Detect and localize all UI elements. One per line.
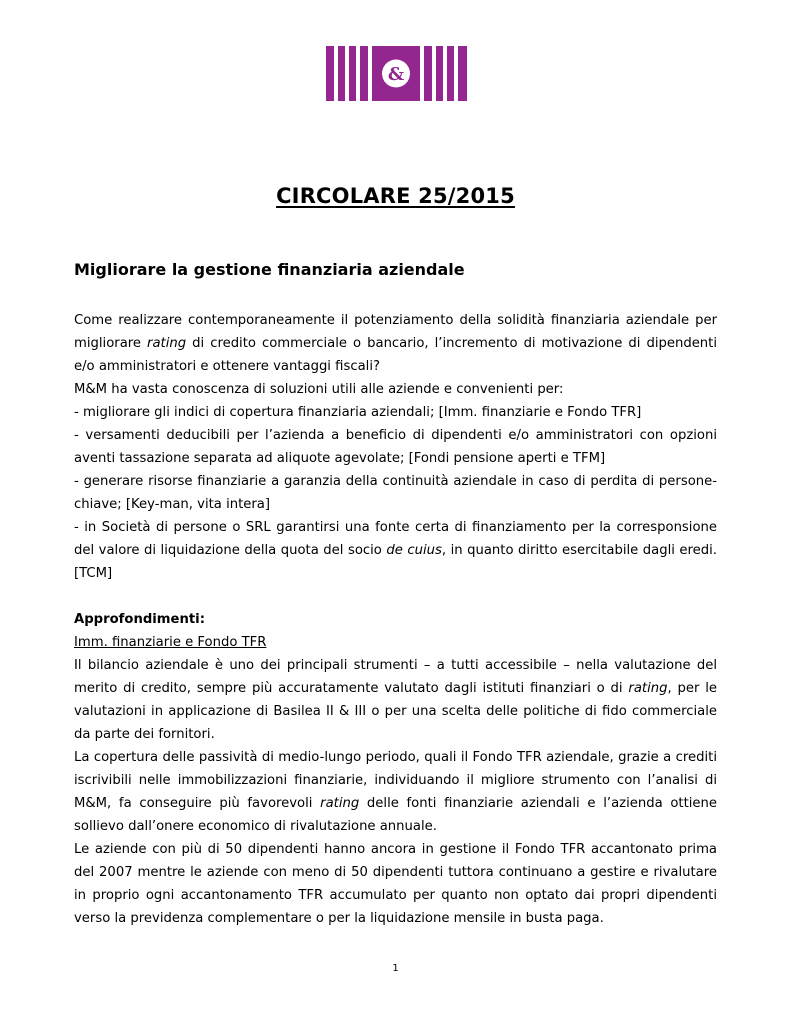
bullet-item: - in Società di persone o SRL garantirsi una fonte certa di finanziamento per la corresponsione del valore di liquidazione della quota del socio de cuius, in quanto diritto esercitabile dagli eredi. [TCM] [74,520,718,581]
section-subheading: Imm. finanziarie e Fondo TFR [74,635,267,650]
document-subtitle: Migliorare la gestione finanziaria aziendale [74,260,465,279]
page-title: CIRCOLARE 25/2015 [276,184,515,208]
page-number: 1 [392,963,399,974]
section-paragraph: Il bilancio aziendale è uno dei principali strumenti – a tutti accessibile – nella valutazione del merito di credito, sempre più accuratamente valutato dagli istituti finanziari o di rating, per le valutazioni in applicazione di Basilea II & III o per una scelta delle politiche di fido commerciale da parte dei fornitori. [74,658,718,742]
intro-paragraph: Come realizzare contemporaneamente il potenziamento della solidità finanziaria aziendale per migliorare rating di credito commerciale o bancario, l’incremento di motivazione di dipendenti e/o amministratori e ottenere vantaggi fiscali? [74,313,718,374]
section-heading: Approfondimenti: [74,612,205,627]
bullet-item: - versamenti deducibili per l’azienda a beneficio di dipendenti e/o amministratori con opzioni aventi tassazione separata ad aliquote agevolate; [Fondi pensione aperti e TFM] [74,428,717,466]
bullet-item: - generare risorse finanziarie a garanzia della continuità aziendale in caso di perdita di persone-chiave; [Key-man, vita intera] [74,474,717,512]
logo-ampersand: & [387,64,405,85]
section-paragraph: La copertura delle passività di medio-lungo periodo, quali il Fondo TFR aziendale, grazie a crediti iscrivibili nelle immobilizzazioni finanziarie, individuando il migliore strumento con l’analisi di M&M, fa conseguire più favorevoli rating delle fonti finanziarie aziendali e l’azienda ottiene sollievo dall’onere economico di rivalutazione annuale. [74,750,718,834]
section-paragraph: Le aziende con più di 50 dipendenti hanno ancora in gestione il Fondo TFR accantonato prima del 2007 mentre le aziende con meno di 50 dipendenti tuttora continuano a gestire e rivalutare in proprio ogni accantonamento TFR accumulato per quanto non optato dai propri dipendenti verso la previdenza complementare o per la liquidazione mensile in busta paga. [74,842,717,926]
document-body [74,309,717,930]
bullet-item: - migliorare gli indici di copertura finanziaria aziendali; [Imm. finanziarie e Fondo TFR] [74,405,642,420]
mm-logo [326,46,467,101]
intro-paragraph: M&M ha vasta conoscenza di soluzioni utili alle aziende e convenienti per: [74,382,564,397]
